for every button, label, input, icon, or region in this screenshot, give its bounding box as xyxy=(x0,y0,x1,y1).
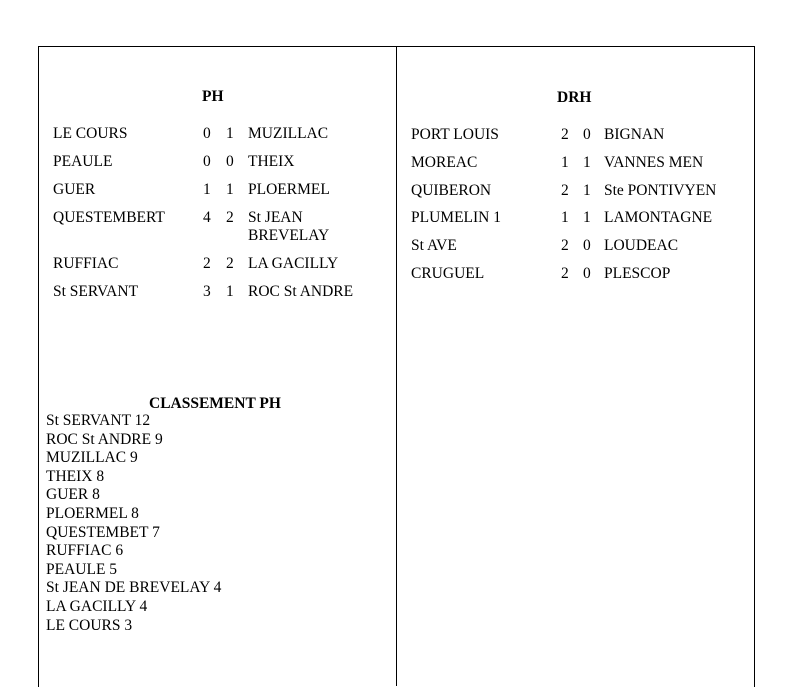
home-score: 1 xyxy=(561,209,569,226)
home-team: PORT LOUIS xyxy=(411,126,499,143)
classement-ph-list xyxy=(46,412,221,635)
away-score: 1 xyxy=(226,283,234,300)
standings-entry: THEIX 8 xyxy=(46,467,105,485)
drh-match-row xyxy=(411,154,729,182)
standings-entry: LA GACILLY 4 xyxy=(46,597,148,615)
away-score: 1 xyxy=(226,181,234,198)
away-score: 0 xyxy=(583,265,591,282)
away-team: BIGNAN xyxy=(604,126,665,143)
ph-heading: PH xyxy=(202,88,224,105)
standings-entry: PEAULE 5 xyxy=(46,560,118,578)
away-score: 1 xyxy=(583,209,591,226)
standings-entry: GUER 8 xyxy=(46,486,100,504)
drh-match-row xyxy=(411,265,729,293)
standings-entry: MUZILLAC 9 xyxy=(46,449,138,467)
away-team: MUZILLAC xyxy=(248,125,329,142)
away-score: 1 xyxy=(583,182,591,199)
home-team: RUFFIAC xyxy=(53,255,119,272)
home-team: PLUMELIN 1 xyxy=(411,209,501,226)
home-team: LE COURS xyxy=(53,125,128,142)
ph-match-row xyxy=(53,255,368,283)
ph-match-row xyxy=(53,153,368,181)
home-team: MOREAC xyxy=(411,154,478,171)
column-divider xyxy=(396,46,397,686)
drh-match-row xyxy=(411,126,729,154)
away-team: LA GACILLY xyxy=(248,255,339,272)
away-score: 1 xyxy=(583,154,591,171)
standings-entry: St SERVANT 12 xyxy=(46,412,151,429)
home-score: 0 xyxy=(203,125,211,142)
home-team: PEAULE xyxy=(53,153,113,170)
home-score: 1 xyxy=(561,154,569,171)
standings-entry: QUESTEMBET 7 xyxy=(46,523,160,541)
ph-match-row xyxy=(53,125,368,153)
away-team: PLOERMEL xyxy=(248,181,330,198)
drh-match-row xyxy=(411,182,729,209)
standings-entry: LE COURS 3 xyxy=(46,616,133,634)
ph-results-table xyxy=(53,125,368,311)
home-score: 0 xyxy=(203,153,211,170)
standings-entry: ROC St ANDRE 9 xyxy=(46,430,163,448)
away-team: PLESCOP xyxy=(604,265,671,282)
away-score: 0 xyxy=(583,237,591,254)
home-team: QUESTEMBERT xyxy=(53,209,165,226)
standings-entry: PLOERMEL 8 xyxy=(46,504,139,522)
home-score: 1 xyxy=(203,181,211,198)
home-team: St AVE xyxy=(411,237,457,254)
away-team: THEIX xyxy=(248,153,295,170)
away-team: ROC St ANDRE xyxy=(248,283,354,300)
home-team: St SERVANT xyxy=(53,283,139,300)
away-team: LAMONTAGNE xyxy=(604,209,713,226)
home-score: 2 xyxy=(561,126,569,143)
home-score: 2 xyxy=(561,265,569,282)
home-team: GUER xyxy=(53,181,96,198)
away-score: 2 xyxy=(226,209,234,226)
ph-match-row xyxy=(53,209,368,255)
away-score: 0 xyxy=(583,126,591,143)
ph-match-row xyxy=(53,181,368,209)
drh-match-row xyxy=(411,209,729,237)
ph-match-row xyxy=(53,283,368,311)
away-team: St JEAN BREVELAY xyxy=(248,209,330,244)
home-score: 2 xyxy=(561,237,569,254)
home-score: 4 xyxy=(203,209,211,226)
standings-entry: RUFFIAC 6 xyxy=(46,542,124,560)
away-score: 1 xyxy=(226,125,234,142)
away-score: 0 xyxy=(226,153,234,170)
away-team: LOUDEAC xyxy=(604,237,679,254)
drh-heading: DRH xyxy=(557,89,592,106)
classement-ph-heading: CLASSEMENT PH xyxy=(149,395,281,412)
standings-entry: St JEAN DE BREVELAY 4 xyxy=(46,579,222,597)
home-team: CRUGUEL xyxy=(411,265,485,282)
away-score: 2 xyxy=(226,255,234,272)
home-score: 3 xyxy=(203,283,211,300)
drh-match-row xyxy=(411,237,729,265)
drh-results-table xyxy=(411,126,729,293)
away-team: Ste PONTIVYEN xyxy=(604,182,717,199)
home-score: 2 xyxy=(561,182,569,199)
home-score: 2 xyxy=(203,255,211,272)
away-team: VANNES MEN xyxy=(604,154,704,171)
home-team: QUIBERON xyxy=(411,182,492,199)
